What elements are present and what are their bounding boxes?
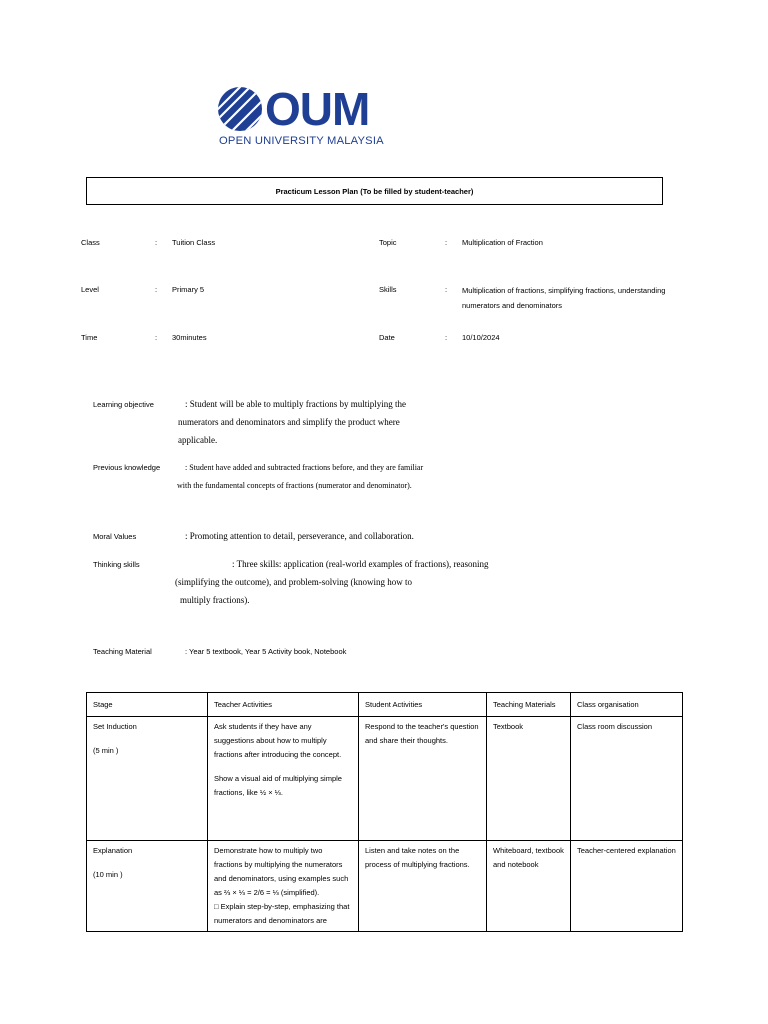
skills-label: Skills xyxy=(379,285,397,294)
lesson-activity-table xyxy=(86,692,683,932)
lesson-plan-title-text: Practicum Lesson Plan (To be filled by student-teacher) xyxy=(275,186,474,196)
moral-values-label: Moral Values xyxy=(93,532,137,541)
teacher-activity-cell xyxy=(208,717,359,841)
learning-objective-line-3: applicable. xyxy=(178,435,218,445)
teaching-materials-cell: Textbook xyxy=(487,717,571,841)
teaching-material-value: : Year 5 textbook, Year 5 Activity book, Notebook xyxy=(185,647,347,656)
time-colon: : xyxy=(155,333,158,342)
teaching-material-label: Teaching Material xyxy=(93,647,152,656)
header-stage: Stage xyxy=(87,693,208,717)
level-label: Level xyxy=(81,285,99,294)
previous-knowledge-line-1: : Student have added and subtracted fractions before, and they are familiar xyxy=(185,463,424,472)
level-value: Primary 5 xyxy=(172,285,205,294)
teacher-activity-text: Demonstrate how to multiply two fractions by multiplying the numerators and denominators, using examples such as ⅔ × ⅓ = 2/6 = ⅓ (simplified). xyxy=(214,846,349,897)
header-teaching-materials: Teaching Materials xyxy=(487,693,571,717)
topic-colon: : xyxy=(445,238,448,247)
date-value: 10/10/2024 xyxy=(462,333,500,342)
class-organisation-cell: Teacher-centered explanation xyxy=(571,841,683,932)
learning-objective-line-1: : Student will be able to multiply fractions by multiplying the xyxy=(185,399,406,409)
stage-cell xyxy=(87,717,208,841)
teacher-activity-text: □ Explain step-by-step, emphasizing that numerators and denominators are xyxy=(214,902,350,925)
thinking-skills-line-3: multiply fractions). xyxy=(180,595,250,605)
topic-label: Topic xyxy=(379,238,397,247)
header-student-activities: Student Activities xyxy=(359,693,487,717)
stage-name: Explanation xyxy=(93,846,133,855)
time-label: Time xyxy=(81,333,98,342)
stage-duration: (10 min ) xyxy=(93,870,123,879)
header-teacher-activities: Teacher Activities xyxy=(208,693,359,717)
table-header-row xyxy=(87,693,683,717)
stage-duration: (5 min ) xyxy=(93,746,119,755)
stage-name: Set Induction xyxy=(93,722,137,731)
skills-value: Multiplication of fractions, simplifying fractions, understanding numerators and denominators xyxy=(462,286,666,310)
class-value: Tuition Class xyxy=(172,238,216,247)
table-row xyxy=(87,841,683,932)
class-organisation-cell: Class room discussion xyxy=(571,717,683,841)
thinking-skills-line-2: (simplifying the outcome), and problem-solving (knowing how to xyxy=(175,577,412,587)
student-activity-cell: Listen and take notes on the process of multiplying fractions. xyxy=(359,841,487,932)
logo-wordmark: OUM xyxy=(265,83,370,135)
class-colon: : xyxy=(155,238,158,247)
previous-knowledge-line-2: with the fundamental concepts of fractions (numerator and denominator). xyxy=(177,481,412,490)
time-value: 30minutes xyxy=(172,333,207,342)
teacher-activity-text: Ask students if they have any suggestions about how to multiply fractions after introducing the concept. xyxy=(214,722,342,759)
teaching-materials-cell: Whiteboard, textbook and notebook xyxy=(487,841,571,932)
learning-objective-line-2: numerators and denominators and simplify the product where xyxy=(178,417,400,427)
skills-colon: : xyxy=(445,285,448,294)
teacher-activity-text: Show a visual aid of multiplying simple fractions, like ½ × ⅓. xyxy=(214,774,342,797)
date-label: Date xyxy=(379,333,395,342)
moral-values-line-1: : Promoting attention to detail, perseverance, and collaboration. xyxy=(185,531,414,541)
header-class-organisation: Class organisation xyxy=(571,693,683,717)
previous-knowledge-label: Previous knowledge xyxy=(93,463,161,472)
stage-cell xyxy=(87,841,208,932)
table-row xyxy=(87,717,683,841)
student-activity-cell: Respond to the teacher's question and share their thoughts. xyxy=(359,717,487,841)
teacher-activity-cell xyxy=(208,841,359,932)
thinking-skills-line-1: : Three skills: application (real-world examples of fractions), reasoning xyxy=(232,559,489,569)
learning-objective-label: Learning objective xyxy=(93,400,154,409)
thinking-skills-label: Thinking skills xyxy=(93,560,140,569)
lesson-plan-title xyxy=(86,177,663,205)
logo-subtitle: OPEN UNIVERSITY MALAYSIA xyxy=(219,135,384,147)
class-label: Class xyxy=(81,238,100,247)
oum-globe-icon xyxy=(217,86,263,132)
level-colon: : xyxy=(155,285,158,294)
topic-value: Multiplication of Fraction xyxy=(462,238,543,247)
date-colon: : xyxy=(445,333,448,342)
